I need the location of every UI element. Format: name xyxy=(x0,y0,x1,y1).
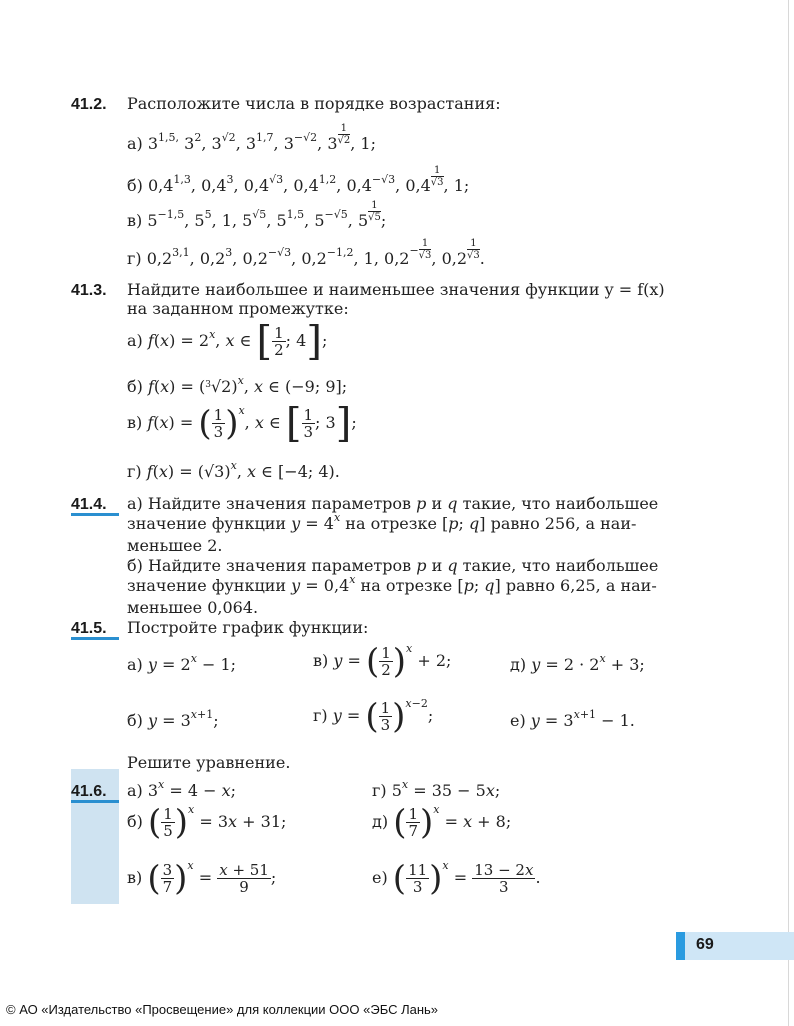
problem-41-3-item-g: г) $f(x) = (√3)^x$, x ∈ [−4; 4). xyxy=(127,459,340,481)
problem-41-6-item-b: б) ( $\frac{1}{5}$ )$^x$ = 3x + 31; xyxy=(127,802,287,843)
problem-41-2-title: Расположите числа в порядке возрастания: xyxy=(127,94,501,113)
p414-a-line2: значение функции $y = 4^x$ на отрезке [p; q] равно 256, а наи- xyxy=(127,511,637,533)
problem-41-5-item-d: д) $y = 2 \cdot 2^x + 3$; xyxy=(510,652,645,674)
problem-41-6-item-v: в) ( $\frac{3}{7}$ )$^x$ = $\frac{x + 51}{9}$ ; xyxy=(127,858,277,899)
problem-41-6-item-e: е) ( $\frac{11}{3}$ )$^x$ = $\frac{13 - 2x}{3}$ . xyxy=(372,858,541,899)
problem-41-3-title-line2: на заданном промежутке: xyxy=(127,299,349,318)
problem-41-3-item-v: в) f(x) = ( $\frac{1}{3}$ )$^x$, x ∈ [ $\frac{1}{3}$ ; 3]; xyxy=(127,400,357,447)
problem-number-41-3: 41.3. xyxy=(71,282,107,299)
problem-41-3-item-b: б) $f(x) = (^3√2)^x$, x ∈ (−9; 9]; xyxy=(127,374,348,396)
problem-41-5-title: Постройте график функции: xyxy=(127,618,369,637)
page-edge xyxy=(788,0,789,1026)
problem-41-6-underline xyxy=(71,800,119,803)
problem-41-3-item-a: а) $f(x) = 2^x$, x ∈ [ $\frac{1}{2}$ ; 4]; xyxy=(127,318,328,365)
problem-41-5-item-v: в) y = ( $\frac{1}{2}$ )$^x$ + 2; xyxy=(313,641,452,682)
problem-41-5-item-b: б) $y = 3^{x+1}$; xyxy=(127,708,219,730)
problem-41-6-intro: Решите уравнение. xyxy=(127,753,291,772)
p414-b-line1: б) Найдите значения параметров p и q такие, что наибольшее xyxy=(127,556,659,575)
problem-41-4-underline xyxy=(71,513,119,516)
problem-41-5-item-a: а) $y = 2^x - 1$; xyxy=(127,652,237,674)
page-number-bar xyxy=(676,932,794,960)
problem-number-41-6: 41.6. xyxy=(71,783,107,800)
p414-b-line2: значение функции $y = 0,4^x$ на отрезке [p; q] равно 6,25, а наи- xyxy=(127,573,657,595)
p414-a-line1: а) Найдите значения параметров p и q такие, что наибольшее xyxy=(127,494,659,513)
problem-41-2-item-b: б) 0,4$^{1,3}$, $0,4^3$, $0,4^{√3}$, 0,4$^{1,2}$, $0,4^{-√3}$, 0,4 $\frac{1}{√3}$ , 1; xyxy=(127,165,470,195)
page-number: 69 xyxy=(696,936,714,953)
problem-41-6-item-g: г) $5^x = 35 - 5x$; xyxy=(372,778,501,800)
problem-41-6-item-d: д) ( $\frac{1}{7}$ )$^x$ = x + 8; xyxy=(372,802,512,843)
problem-number-41-5: 41.5. xyxy=(71,620,107,637)
problem-41-5-item-e: е) $y = 3^{x+1} - 1$. xyxy=(510,708,635,730)
problem-41-2-item-v: в) $5^{-1,5}$, $5^5$, 1, $5^{√5}$, 5$^{1,5}$, $5^{-√5}$, 5 $\frac{1}{√5}$ ; xyxy=(127,200,387,230)
problem-41-4-text xyxy=(127,494,677,618)
copyright-notice: © АО «Издательство «Просвещение» для коллекции ООО «ЭБС Лань» xyxy=(6,1002,439,1017)
problem-41-6-item-a: а) $3^x = 4 - x$; xyxy=(127,778,237,800)
p414-a-line3: меньшее 2. xyxy=(127,536,223,555)
problem-number-41-4: 41.4. xyxy=(71,496,107,513)
p414-b-line3: меньшее 0,064. xyxy=(127,598,259,617)
problem-41-5-underline xyxy=(71,637,119,640)
problem-41-2-item-a: а) $3^{1,5,}$ $3^2$, $3^{√2}$, 3$^{1,7}$, $3^{-√2}$, 3 $\frac{1}{√2}$ , 1; xyxy=(127,123,376,153)
problem-41-5-item-g: г) y = ( $\frac{1}{3}$ )$^{x-2}$; xyxy=(313,696,434,737)
problem-41-2-item-g: г) 0,2$^{3,1}$, $0,2^3$, $0,2^{-√3}$, $0,2^{-1,2}$, 1, 0,2− $\frac{1}{√3}$ , 0,2 $\frac{1}{√3}$ . xyxy=(127,238,485,268)
problem-number-41-2: 41.2. xyxy=(71,96,107,113)
problem-41-3-title-line1: Найдите наибольшее и наименьшее значения функции y = f(x) xyxy=(127,280,665,299)
page-number-accent xyxy=(676,932,685,960)
